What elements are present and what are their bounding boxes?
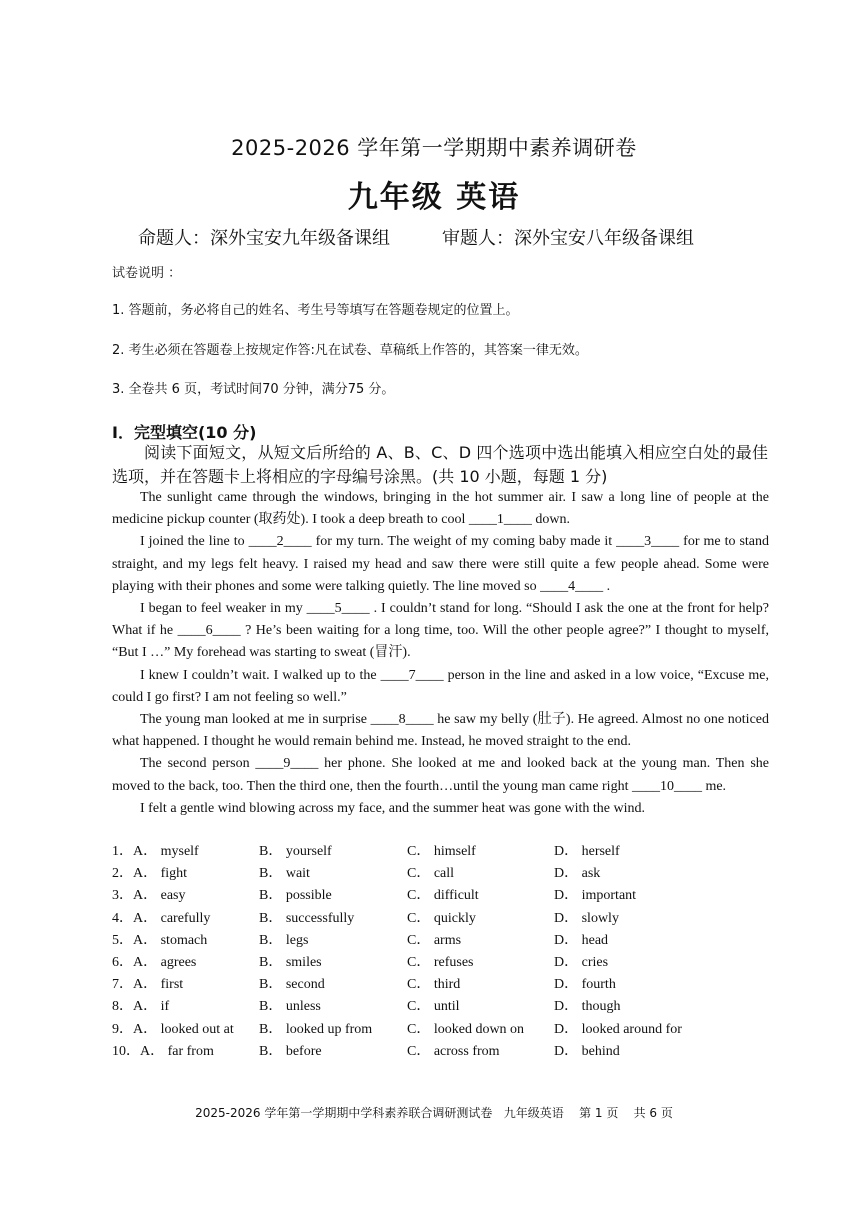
passage-paragraph: I felt a gentle wind blowing across my face, and the summer heat was gone with the wind.	[140, 800, 646, 816]
option-c: C． quickly	[407, 910, 476, 926]
option-a: 8．A． if	[112, 999, 170, 1015]
option-row	[112, 996, 772, 1018]
reviewer-text: 审题人：深外宝安八年级备课组	[442, 228, 694, 249]
passage-paragraph: I joined the line to ____2____ for my turn. The weight of my coming baby made it ____3____ for me to stand straight, and my legs felt heavy. I raised my head and saw there were still quite a few people ahead. Some were playing with their phones and some were talking quietly. The line moved so ____4____ .	[112, 534, 769, 594]
option-b: B． wait	[259, 866, 310, 882]
option-row	[112, 974, 772, 996]
passage-paragraph: The second person ____9____ her phone. She looked at me and looked back at the young man. Then she moved to the back, too. Then the third one, then the fourth…until the young man came right ____10____ me.	[112, 756, 769, 794]
option-b: B． smiles	[259, 954, 322, 970]
author-line	[138, 224, 694, 250]
option-c: C． himself	[407, 844, 476, 859]
option-row	[112, 1019, 772, 1041]
option-d: D． fourth	[554, 977, 616, 993]
options-list	[112, 841, 772, 1063]
option-row	[112, 930, 772, 952]
cloze-passage	[112, 487, 769, 820]
option-c: C． third	[407, 977, 461, 993]
option-a: 1．A． myself	[112, 844, 199, 859]
option-b: B． unless	[259, 999, 321, 1015]
option-a: 2．A． fight	[112, 866, 188, 882]
option-a: 9．A． looked out at	[112, 1021, 234, 1037]
passage-paragraph: I began to feel weaker in my ____5____ . I couldn’t stand for long. “Should I ask the one at the front for help? What if he ____6____ ? He’s been waiting for a long time, too. Will the other people agree?” I thought to myself, “But I …” My forehead was starting to sweat (冒汗).	[112, 601, 769, 661]
option-a: 3．A． easy	[112, 888, 186, 904]
option-d: D． head	[554, 932, 609, 948]
section-instruction: 阅读下面短文，从短文后所给的 A、B、C、D 四个选项中选出能填入相应空白处的最佳选项，并在答题卡上将相应的字母编号涂黑。(共 10 小题，每题 1 分)	[112, 443, 768, 486]
option-row	[112, 908, 772, 930]
option-a: 5．A． stomach	[112, 932, 208, 948]
option-d: D． cries	[554, 954, 609, 970]
option-row	[112, 885, 772, 907]
option-b: B． second	[259, 977, 325, 993]
author-text: 命题人：深外宝安九年级备课组	[138, 228, 390, 249]
option-a: 7．A． first	[112, 977, 184, 993]
option-d: D． important	[554, 888, 637, 904]
option-b: B． before	[259, 1043, 322, 1059]
option-row	[112, 863, 772, 885]
option-b: B． looked up from	[259, 1021, 373, 1037]
passage-paragraph: I knew I couldn’t wait. I walked up to the ____7____ person in the line and asked in a low voice, “Excuse me, could I go first? I am not feeling so well.”	[112, 667, 769, 705]
option-c: C． call	[407, 866, 455, 882]
option-a: 6．A． agrees	[112, 954, 197, 970]
option-row	[112, 1041, 772, 1063]
option-c: C． arms	[407, 932, 462, 948]
option-d: D． herself	[554, 844, 620, 859]
option-b: B． successfully	[259, 910, 355, 926]
option-row	[112, 841, 772, 863]
option-b: B． legs	[259, 932, 309, 948]
option-d: D． ask	[554, 866, 601, 882]
option-c: C． until	[407, 999, 460, 1015]
option-d: D． looked around for	[554, 1021, 682, 1037]
option-b: B． yourself	[259, 844, 332, 859]
option-c: C． across from	[407, 1043, 500, 1059]
note-item: 1. 答题前，务必将自己的姓名、考生号等填写在答题卷规定的位置上。	[112, 303, 519, 318]
option-d: D． behind	[554, 1043, 620, 1059]
option-a: 4．A． carefully	[112, 910, 211, 926]
passage-paragraph: The sunlight came through the windows, bringing in the hot summer air. I saw a long line of people at the medicine pickup counter (取药处). I took a deep breath to cool ____1____ down.	[112, 490, 769, 528]
note-item: 3. 全卷共 6 页，考试时间70 分钟，满分75 分。	[112, 382, 395, 397]
passage-paragraph: The young man looked at me in surprise ____8____ he saw my belly (肚子). He agreed. Almost no one noticed what happened. I thought he would remain behind me. Instead, he moved straight to the end.	[112, 712, 769, 750]
option-b: B． possible	[259, 888, 332, 904]
subject-title: 九年级 英语	[347, 180, 521, 215]
page-footer: 2025-2026 学年第一学期期中学科素养联合调研测试卷 九年级英语 第 1 页 共 6 页	[195, 1106, 673, 1120]
option-d: D． though	[554, 999, 621, 1015]
option-d: D． slowly	[554, 910, 619, 926]
note-item: 2. 考生必须在答题卷上按规定作答:凡在试卷、草稿纸上作答的，其答案一律无效。	[112, 343, 588, 358]
exam-title: 2025-2026 学年第一学期期中素养调研卷	[231, 136, 637, 160]
option-c: C． refuses	[407, 954, 474, 970]
option-a: 10．A． far from	[112, 1043, 214, 1059]
option-row	[112, 952, 772, 974]
option-c: C． looked down on	[407, 1021, 525, 1037]
option-c: C． difficult	[407, 888, 479, 904]
section-heading: I．完型填空(10 分)	[112, 423, 257, 442]
notes-heading: 试卷说明 ：	[112, 266, 182, 281]
